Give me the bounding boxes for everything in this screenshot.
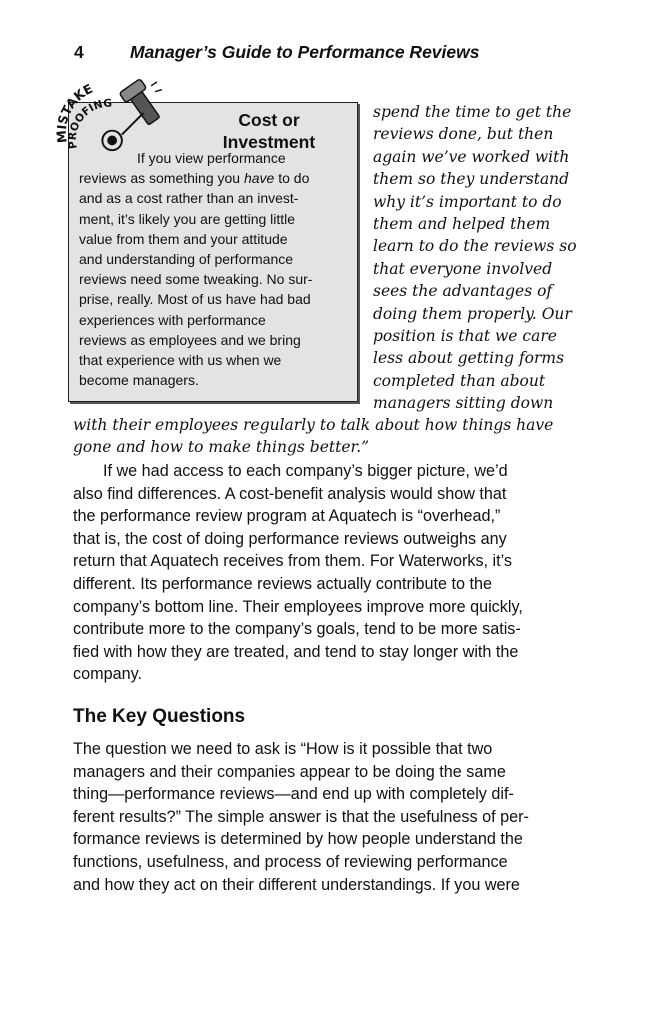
quote-line: again we’ve worked with (373, 147, 570, 166)
book-title: Manager’s Guide to Performance Reviews (130, 42, 480, 62)
quote-continuation (73, 414, 633, 459)
paragraph-line: If we had access to each company’s bigger picture, we’d (103, 462, 508, 480)
quote-line: managers sitting down (373, 394, 554, 413)
paragraph-line: fied with how they are treated, and tend to stay longer with the (73, 642, 519, 661)
paragraph-line: The question we need to ask is “How is it possible that two (73, 740, 493, 758)
quote-line: doing them properly. Our (373, 304, 572, 323)
sidebar-line: reviews as something you have to do (79, 170, 310, 187)
sidebar-line: become managers. (79, 372, 199, 389)
sidebar-title (189, 109, 349, 153)
page-number: 4 (74, 42, 84, 62)
quote-line: completed than about (373, 371, 546, 390)
sidebar-line: that experience with us when we (79, 352, 282, 369)
badge-text-top: MISTAKE (53, 80, 96, 144)
paragraph-line: and how they act on their different understandings. If you were (73, 875, 520, 894)
paragraph-line: ferent results?” The simple answer is that the usefulness of per- (73, 807, 529, 826)
quote-line: less about getting forms (373, 349, 565, 368)
paragraph-line: different. Its performance reviews actually contribute to the (73, 574, 492, 593)
sidebar-title-line: Investment (222, 132, 316, 152)
quote-line: with their employees regularly to talk about how things have (73, 416, 554, 434)
paragraph-cost-benefit (73, 460, 613, 686)
paragraph-line: managers and their companies appear to be doing the same (73, 762, 506, 781)
sidebar-title-line: Cost or (238, 110, 300, 130)
quote-line: reviews done, but then (373, 125, 554, 144)
sidebar-line: reviews need some tweaking. No sur- (79, 271, 313, 288)
paragraph-line: contribute more to the company’s goals, tend to be more satis- (73, 620, 521, 639)
sidebar-line: and as a cost rather than an invest- (79, 190, 299, 207)
quote-line: position is that we care (373, 327, 557, 346)
mistake-proofing-icon (52, 78, 182, 158)
paragraph-line: company. (73, 665, 142, 684)
paragraph-line: also find differences. A cost-benefit analysis would show that (73, 484, 507, 503)
quote-line: spend the time to get the (373, 103, 572, 121)
paragraph-line: formance reviews is determined by how people understand the (73, 830, 523, 849)
paragraph-line: the performance review program at Aquatech is “overhead,” (73, 507, 501, 526)
badge-text-bottom: PROOFING (65, 96, 113, 150)
quote-line: learn to do the reviews so (373, 237, 577, 256)
sidebar-text (79, 148, 351, 390)
paragraph-line: that is, the cost of doing performance reviews outweighs any (73, 529, 507, 548)
quote-line: that everyone involved (373, 259, 553, 278)
quote-right-column (373, 101, 613, 415)
paragraph-key-questions (73, 738, 613, 896)
sidebar-line: prise, really. Most of us have had bad (79, 291, 311, 308)
quote-line: gone and how to make things better.” (73, 438, 370, 457)
paragraph-line: return that Aquatech receives from them. For Waterworks, it’s (73, 552, 513, 571)
section-heading: The Key Questions (73, 706, 246, 727)
sidebar-line: and understanding of performance (79, 251, 294, 268)
sidebar-line: experiences with performance (79, 311, 266, 328)
paragraph-line: thing—performance reviews—and end up with completely dif- (73, 785, 514, 804)
quote-line: sees the advantages of (373, 282, 553, 301)
sidebar-line: value from them and your attitude (79, 230, 288, 247)
running-header (74, 40, 614, 64)
sidebar-line: reviews as employees and we bring (79, 331, 301, 348)
sidebar-line: ment, it’s likely you are getting little (79, 210, 296, 227)
paragraph-line: functions, usefulness, and process of reviewing performance (73, 852, 508, 871)
sidebar-line: If you view performance (137, 150, 286, 166)
quote-line: why it’s important to do (373, 192, 562, 211)
quote-line: them and helped them (373, 215, 551, 234)
quote-line: them so they understand (373, 170, 570, 189)
paragraph-line: company’s bottom line. Their employees improve more quickly, (73, 597, 523, 616)
